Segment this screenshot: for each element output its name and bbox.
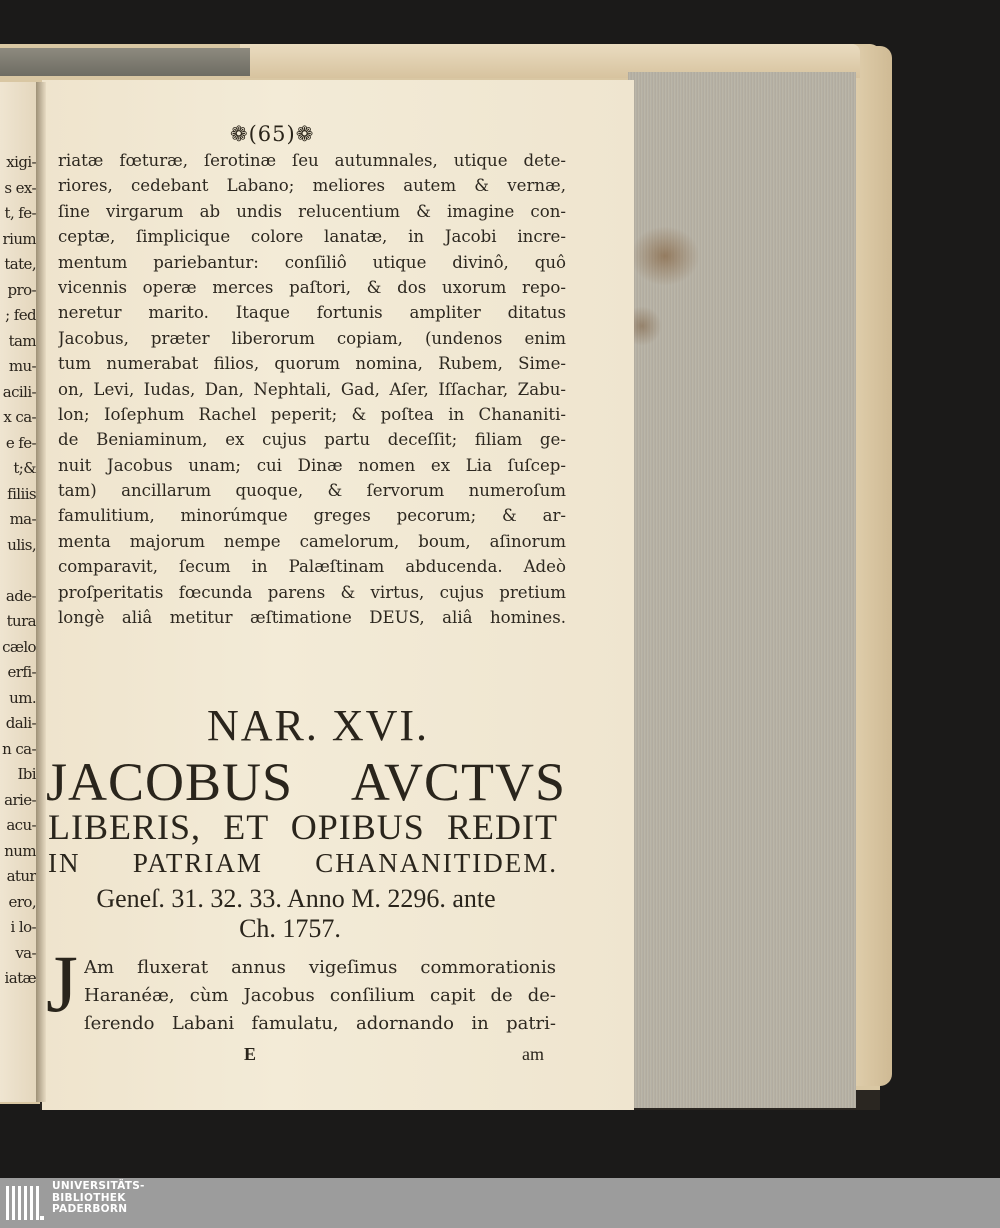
left-fragment: arie- [4,790,36,809]
text-line: ſine virgarum ab undis relucentium & imagine con- [58,201,566,221]
text-line: Am fluxerat annus vigeſimus commorationis [84,957,556,978]
left-fragment: ulis, [7,535,36,554]
signature-mark: E [244,1044,257,1064]
left-fragment: acili- [2,382,36,401]
left-fragment: mu- [8,357,36,375]
left-fragment: dali- [5,714,36,732]
text-line: ſerendo Labani famulatu, adornando in patri- [84,1013,556,1034]
left-fragment: filiis [7,484,36,503]
text-line: de Beniaminum, ex cujus partu deceſſit; filiam ge- [58,430,566,450]
text-line: proſperitatis fœcunda parens & virtus, cujus pretium [58,582,566,602]
left-fragment: i lo- [10,918,36,936]
left-fragment: xigi- [6,153,36,171]
left-fragment: ma- [9,510,36,528]
left-fragment: tura [6,612,36,630]
text-line: Jacobus, præter liberorum copiam, (undenos enim [58,328,566,348]
left-fragment: ero, [8,892,36,911]
left-fragment: e fe- [5,433,36,452]
gutter [36,82,46,1102]
text-line: riatæ fœturæ, ſerotinæ ſeu autumnales, utique dete- [58,151,566,170]
left-fragment: atur [6,867,36,885]
text-line: mentum pariebantur: conſiliô utique divinô, quô [58,252,566,272]
drop-cap: J [46,938,78,1029]
library-footer [0,1178,1000,1228]
heading-reference-line1: Geneſ. 31. 32. 33. Anno M. 2296. ante [96,884,496,913]
text-line: menta majorum nempe camelorum, boum, aſinorum [58,531,566,551]
left-fragment: va- [15,943,36,962]
text-line: comparavit, ſecum in Palæſtinam abducenda. Adeò [58,557,566,577]
left-fragment: iatæ [4,969,36,987]
paragraph-opening [84,954,556,1038]
left-fragment: s ex- [4,178,36,197]
left-fragment: n ca- [2,739,36,758]
left-fragment: rium [2,229,36,248]
left-fragment: acu- [6,816,36,834]
left-fragment: tam [8,331,36,350]
text-line: longè aliâ metitur æſtimatione DEUS, aliâ homines. [58,608,566,628]
left-fragment: num [4,841,36,860]
library-logo-icon [4,1182,46,1224]
left-fragment: ; fed [5,306,36,324]
catchword: am [522,1044,544,1064]
left-fragment: t, fe- [4,204,36,222]
heading-title-line3: IN PATRIAM CHANANITIDEM. [48,848,558,878]
heading-reference-line2: Ch. 1757. [239,914,341,943]
left-fragment: erfi- [7,663,36,681]
text-line: famulitium, minorúmque greges pecorum; & ar- [58,506,566,526]
stain [630,226,700,286]
ornament-icon: ❁ [295,122,315,146]
text-line: on, Levi, Iudas, Dan, Nephtali, Gad, Aſer, Iſſachar, Zabu- [58,379,566,399]
left-fragment: cælo [2,637,36,656]
spine-headband [0,48,250,76]
text-line: riores, cedebant Labano; meliores autem & vernæ, [58,176,566,196]
left-fragment: Ibi [17,765,36,783]
left-fragment: ade- [5,586,36,605]
text-line: Haranéæ, cùm Jacobus conſilium capit de de- [84,985,556,1006]
text-line: vicennis operæ merces paſtori, & dos uxorum repo- [58,277,566,297]
left-fragment: um. [9,688,36,707]
left-fragment: t;& [13,459,36,477]
left-fragment: x ca- [3,408,36,426]
text-line: ceptæ, ſimplicique colore lanatæ, in Jacobi incre- [58,227,566,247]
page-number: ❁(65)❁ [230,122,315,146]
heading-title-line1: JACOBUS AVCTVS [46,752,566,812]
narrative-number: NAR. XVI. [206,701,430,750]
left-fragment: tate, [4,255,36,273]
body-text [58,148,566,630]
text-line: tam) ancillarum quoque, & ſervorum numeroſum [58,481,566,501]
left-fragment [0,558,36,584]
left-page-text-fragments [0,150,36,992]
ornament-icon: ❁ [230,122,249,146]
text-line: lon; Ioſephum Rachel peperit; & poſtea in Chananiti- [58,404,566,424]
text-line: neretur marito. Itaque fortunis ampliter ditatus [58,303,566,323]
library-name: UNIVERSITÄTS- BIBLIOTHEK PADERBORN [52,1180,145,1215]
heading-title-line2: LIBERIS, ET OPIBUS REDIT [48,807,558,847]
text-line: nuit Jacobus unam; cui Dinæ nomen ex Lia ſuſcep- [58,455,566,475]
left-fragment: pro- [7,280,36,299]
text-line: tum numerabat filios, quorum nomina, Rubem, Sime- [58,354,566,374]
